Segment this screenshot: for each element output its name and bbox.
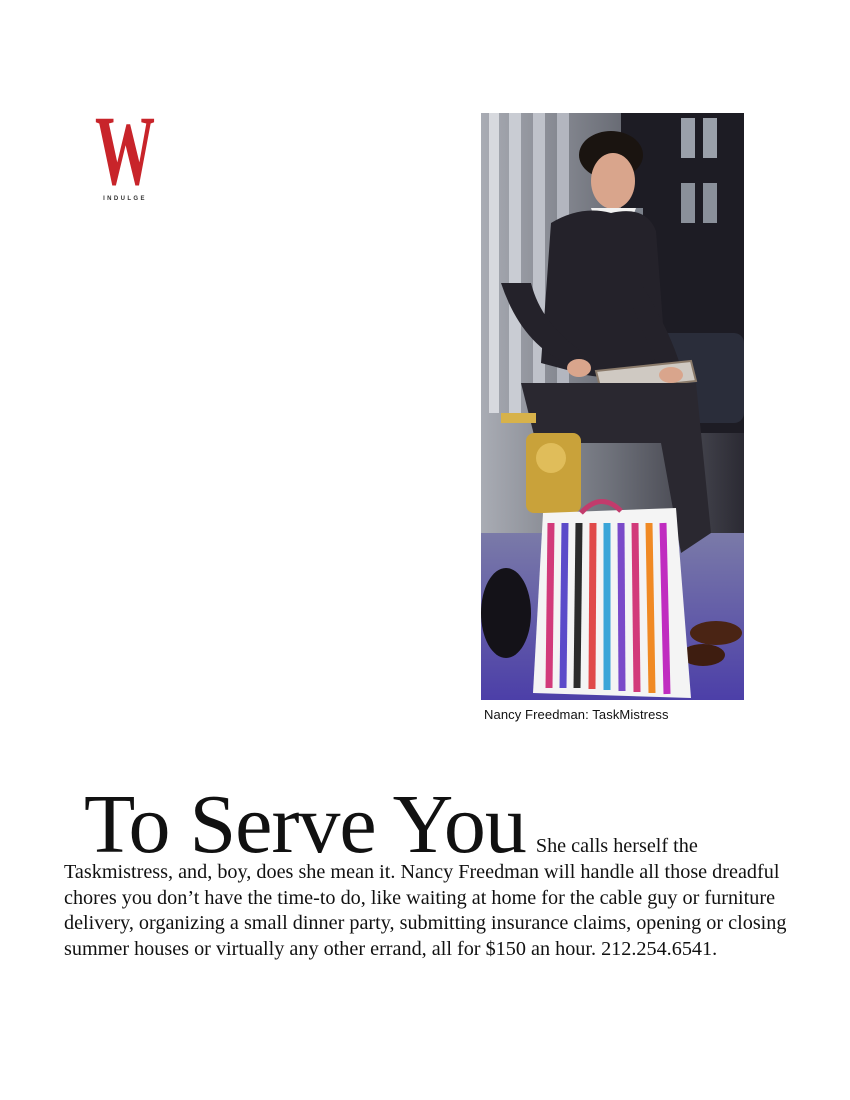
headline: To Serve You (84, 778, 526, 871)
article-photo (481, 113, 744, 700)
photo-caption: Nancy Freedman: TaskMistress (484, 707, 669, 722)
article (64, 778, 794, 962)
magazine-logo (94, 106, 156, 206)
svg-text:W: W (95, 106, 155, 190)
article-paragraph (64, 778, 794, 962)
w-logo-mark (94, 106, 156, 190)
logo-tagline: INDULGE (103, 196, 147, 202)
article-body: She calls herself the Taskmistress, and, boy, does she mean it. Nancy Freedman will handle all those dreadful chores you don’t have the time-to do, like waiting at home for the cable guy or furniture delivery, organizing a small dinner party, submitting insurance claims, opening or closing summer houses or virtually any other errand, all for $150 an hour. 212.254.6541. (64, 835, 787, 960)
